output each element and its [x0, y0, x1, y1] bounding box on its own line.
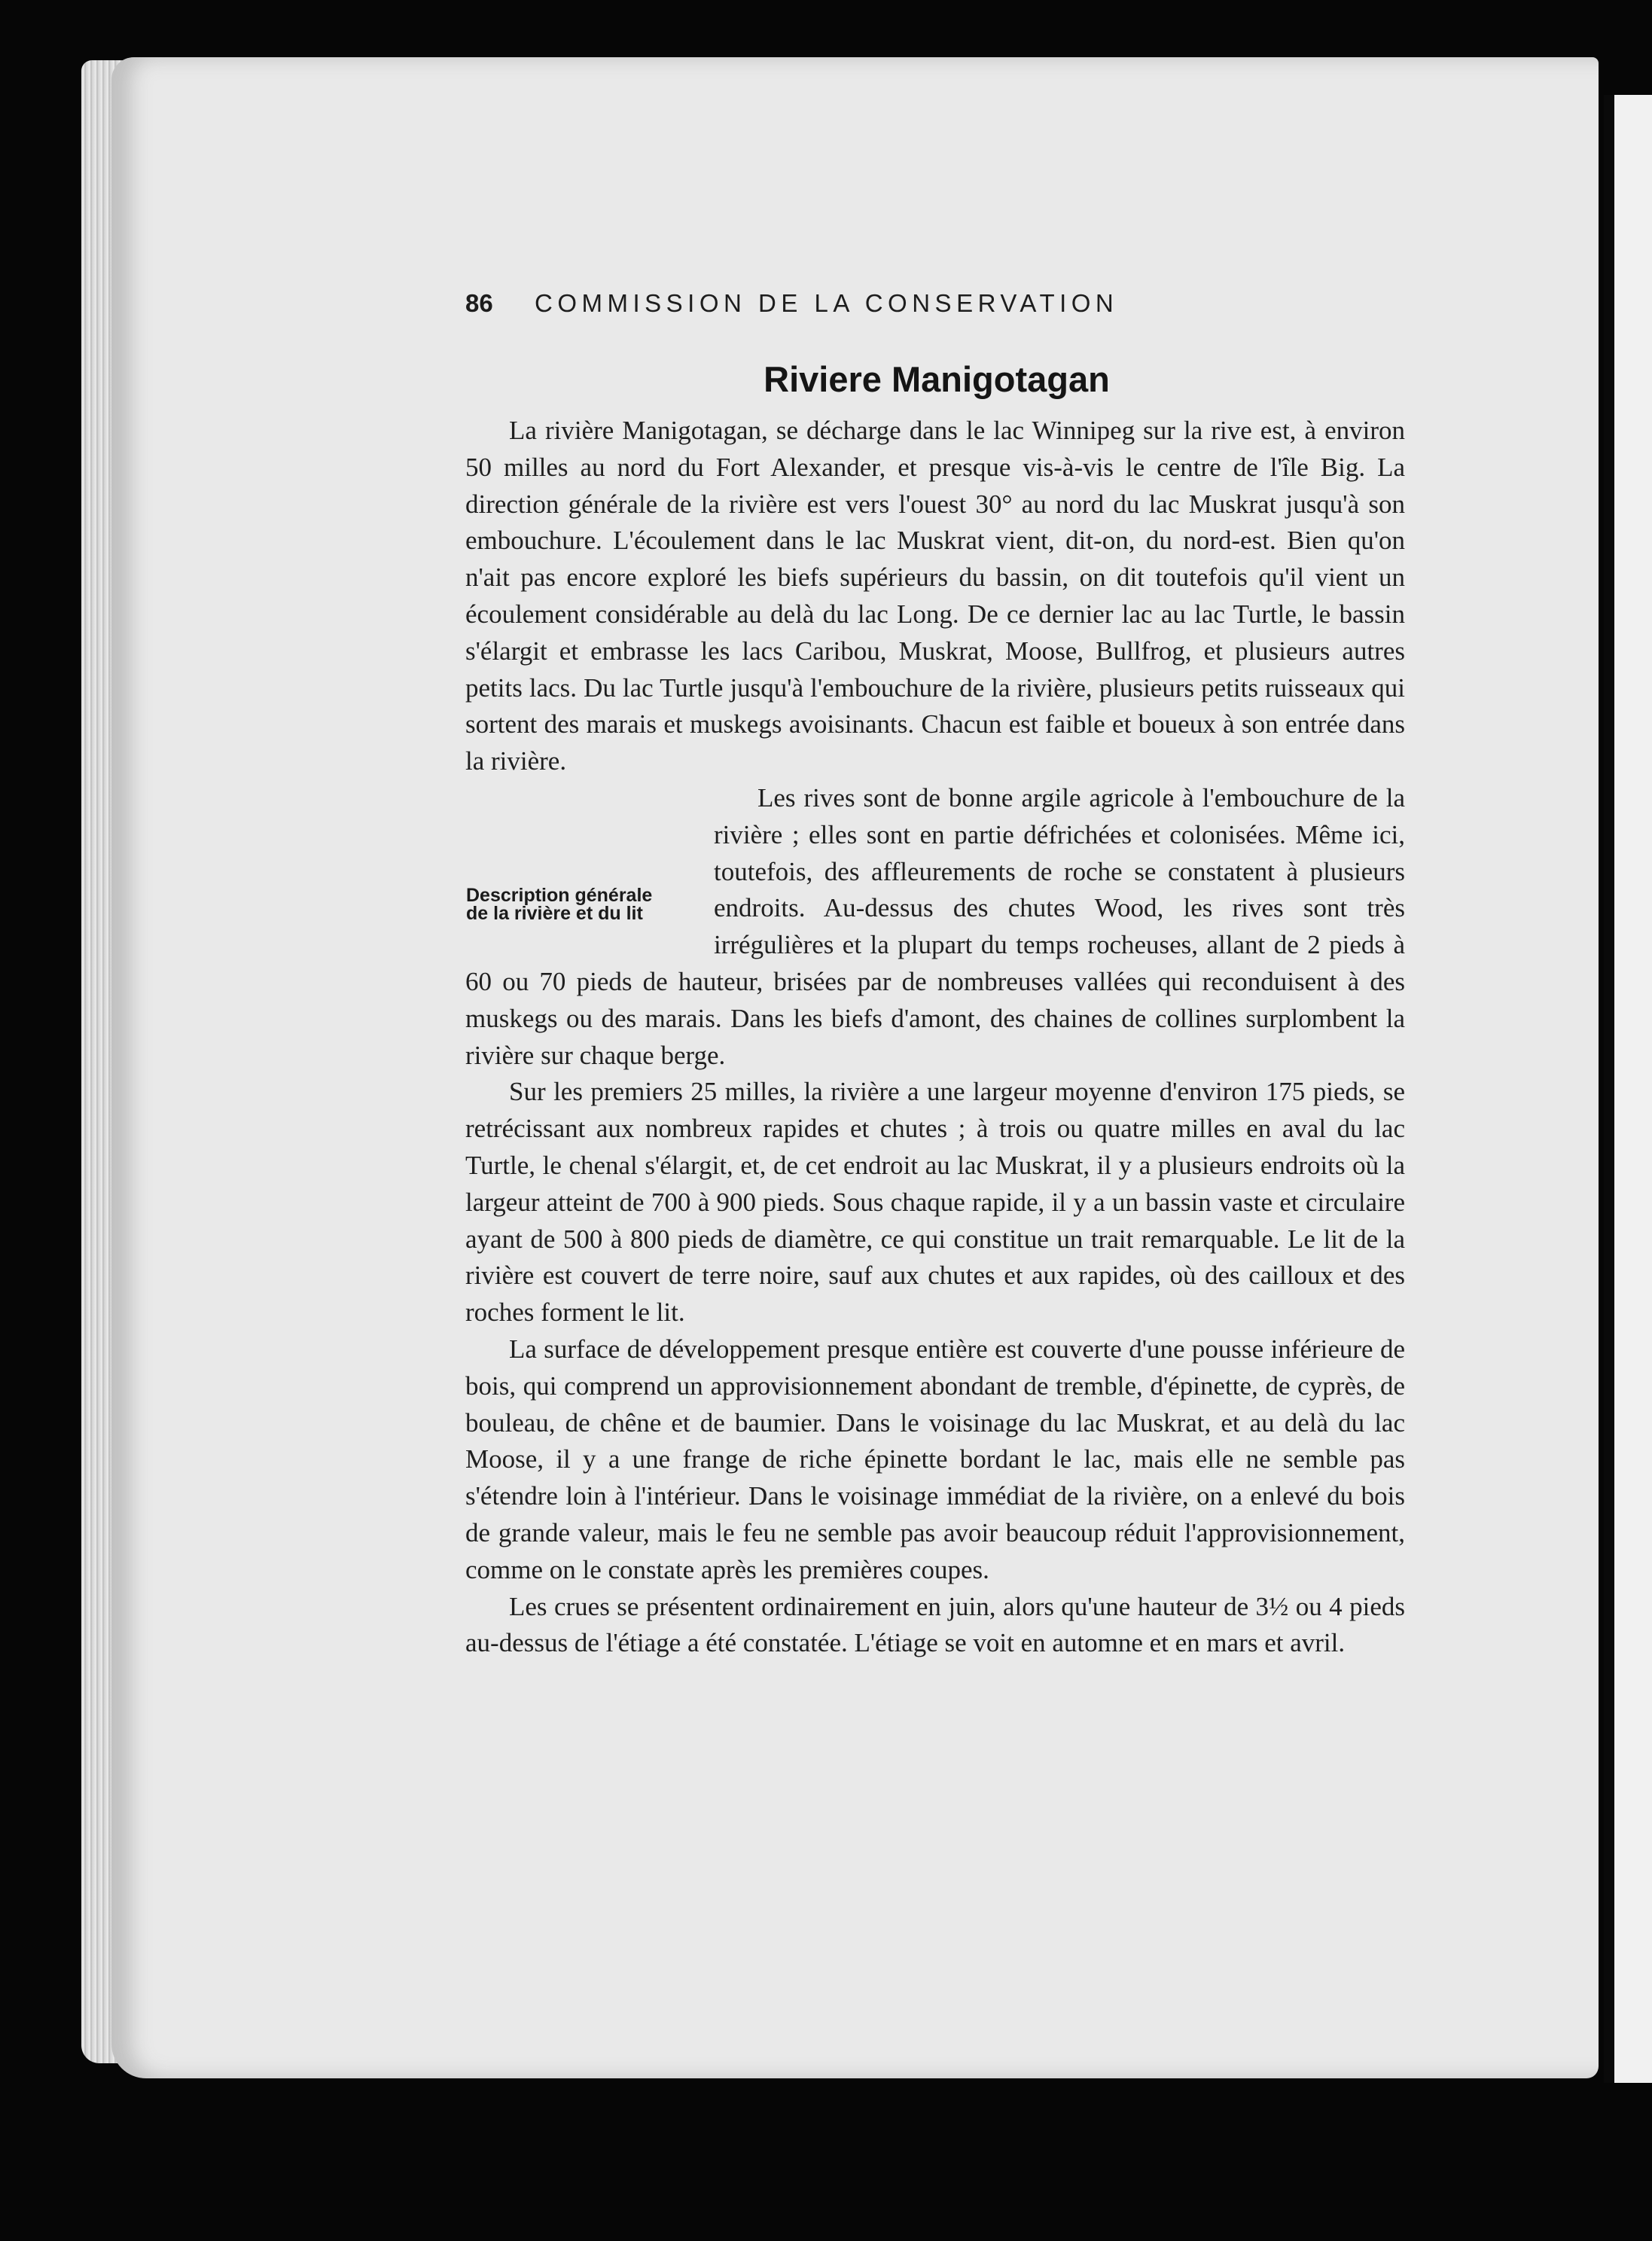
body-text: [465, 413, 1405, 1662]
page-number: 86: [465, 289, 493, 317]
paragraph: Les rives sont de bonne argile agricole à l'embouchure de la rivière ; elles sont en partie défrichées et colonisées. Même ici, toutefois, des affleurements de roche se constatent à plusieurs endroits. Au-dessus des chutes Wood, les rives sont très irrégulières et la plupart du temps rocheuses, allant de 2 pieds à 60 ou 70 pieds de hauteur, brisées par de nombreuses vallées qui reconduisent à des muskegs ou des marais. Dans les biefs d'amont, des chaines de collines surplombent la rivière sur chaque berge.: [465, 782, 1405, 1070]
running-head-title: COMMISSION DE LA CONSERVATION: [535, 289, 1119, 317]
margin-note-gutter: [465, 783, 714, 930]
paragraph: La surface de développement presque entière est couverte d'une pousse inférieure de bois, qui comprend un approvisionnement abondant de tremble, d'épinette, de cyprès, de bouleau, de chêne et de baumier. Dans le voisinage du lac Muskrat, et au delà du lac Moose, il y a une frange de riche épinette bordant le lac, mais elle ne semble pas s'étendre loin à l'intérieur. Dans le voisinage immédiat de la rivière, on a enlevé du bois de grande valeur, mais le feu ne semble pas avoir beaucoup réduit l'approvisionnement, comme on le constate après les premières coupes.: [465, 1334, 1405, 1584]
section-title: Riviere Manigotagan: [764, 359, 1110, 399]
paragraph: Sur les premiers 25 milles, la rivière a une largeur moyenne d'environ 175 pieds, se retrécissant aux nombreux rapides et chutes ; à trois ou quatre milles en aval du lac Turtle, le chenal s'élargit, et, de cet endroit au lac Muskrat, il y a plusieurs endroits où la largeur atteint de 700 à 900 pieds. Sous chaque rapide, il y a un bassin vaste et circulaire ayant de 500 à 800 pieds de diamètre, ce qui constitue un trait remarquable. Le lit de la rivière est couvert de terre noire, sauf aux chutes et aux rapides, où des cailloux et des roches forment le lit.: [465, 1077, 1405, 1328]
paragraph: Les crues se présentent ordinairement en juin, alors qu'une hauteur de 3½ ou 4 pieds au-dessus de l'étiage a été constatée. L'étiage se voit en automne et en mars et avril.: [465, 1591, 1405, 1658]
paragraph: La rivière Manigotagan, se décharge dans le lac Winnipeg sur la rive est, à environ 50 milles au nord du Fort Alexander, et presque vis-à-vis le centre de l'île Big. La direction générale de la rivière est vers l'ouest 30° au nord du lac Muskrat jusqu'à son embouchure. L'écoulement dans le lac Muskrat vient, dit-on, du nord-est. Bien qu'on n'ait pas encore exploré les biefs supérieurs du bassin, on dit toutefois qu'il vient un écoulement considérable au delà du lac Long. De ce dernier lac au lac Turtle, le bassin s'élargit et embrasse les lacs Caribou, Muskrat, Moose, Bullfrog, et plusieurs autres petits lacs. Du lac Turtle jusqu'à l'embouchure de la rivière, plusieurs petits ruisseaux qui sortent des marais et muskegs avoisinants. Chacun est faible et boueux à son entrée dans la rivière.: [465, 416, 1405, 776]
margin-note: Description générale de la rivière et du lit: [466, 885, 653, 924]
running-head: [465, 289, 1279, 318]
facing-page-edge: [1604, 95, 1652, 2083]
